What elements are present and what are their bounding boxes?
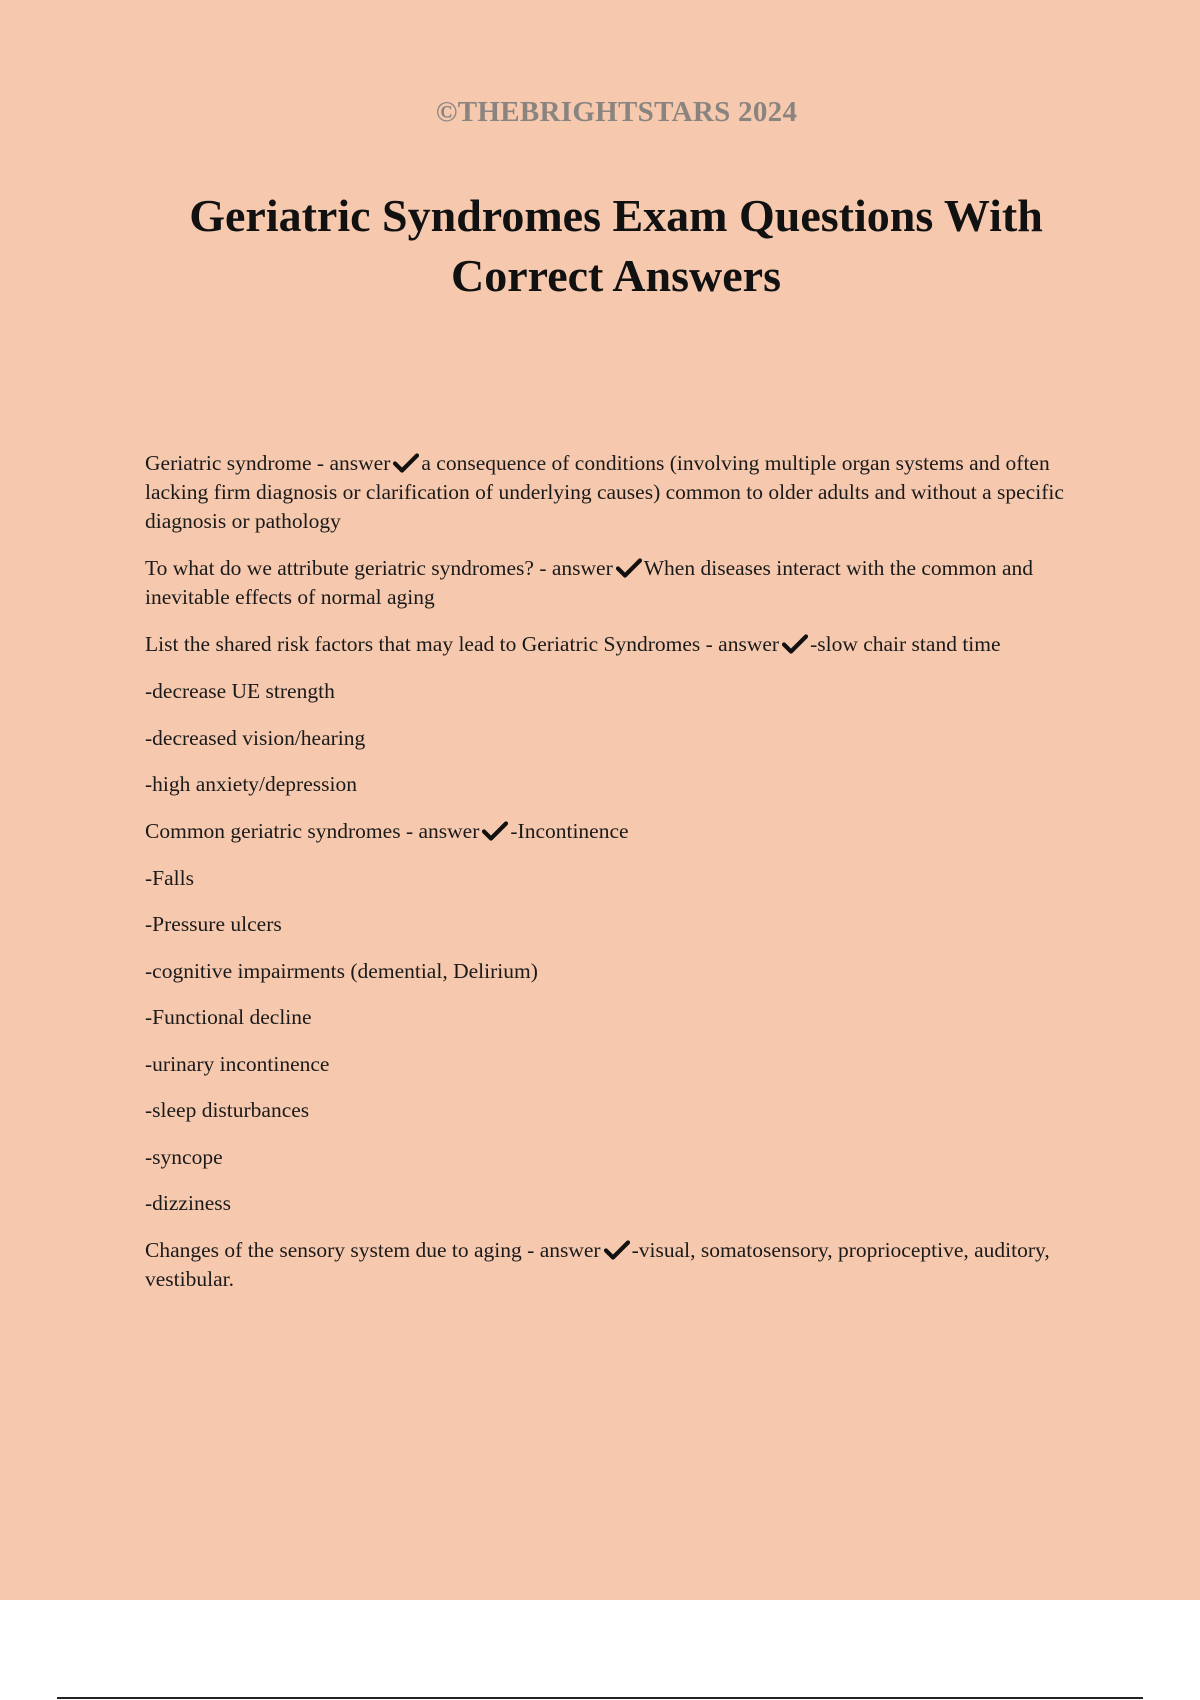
list-item: -decrease UE strength xyxy=(145,679,335,703)
list-item: -Falls xyxy=(145,865,194,890)
check-icon xyxy=(604,1240,630,1260)
answer-text: -Incontinence xyxy=(510,818,629,843)
list-item: -syncope xyxy=(145,1144,223,1169)
question-text: To what do we attribute geriatric syndromes? - answer xyxy=(145,556,613,580)
answer-text: a consequence of conditions (involving multiple organ systems and often lacking firm diagnosis or clarification of underlying causes) common to older adults and without a specific diagnosis or pathology xyxy=(145,451,1064,533)
list-item: -urinary incontinence xyxy=(145,1051,330,1076)
qa-entry-1 xyxy=(145,449,1075,536)
qa-entry-5 xyxy=(145,1236,1075,1294)
page-title: Geriatric Syndromes Exam Questions With Correct Answers xyxy=(189,190,1043,301)
list-item: -high anxiety/depression xyxy=(145,772,357,796)
answer-text: -slow chair stand time xyxy=(810,632,1001,656)
watermark: ©THEBRIGHTSTARS 2024 xyxy=(435,96,798,128)
check-icon xyxy=(482,821,508,841)
list-item: -dizziness xyxy=(145,1191,231,1215)
qa-entry-2 xyxy=(145,554,1075,612)
qa-entry-3 xyxy=(145,630,1075,659)
footer-divider xyxy=(57,1697,1143,1699)
question-text: Geriatric syndrome - answer xyxy=(145,451,391,475)
check-icon xyxy=(616,558,642,578)
answer-text: -visual, somatosensory, proprioceptive, auditory, vestibular. xyxy=(145,1237,1050,1291)
list-item: -cognitive impairments (demential, Delirium) xyxy=(145,958,538,983)
check-icon xyxy=(393,453,419,473)
list-item: -decreased vision/hearing xyxy=(145,725,366,750)
question-text: Common geriatric syndromes - answer xyxy=(145,818,480,843)
list-item: -sleep disturbances xyxy=(145,1098,310,1122)
check-icon xyxy=(782,634,808,654)
question-text: List the shared risk factors that may lead to Geriatric Syndromes - answer xyxy=(145,632,780,656)
qa-content xyxy=(145,449,1075,1312)
list-item: -Functional decline xyxy=(145,1005,312,1029)
list-item: -Pressure ulcers xyxy=(145,912,282,936)
qa-entry-4 xyxy=(145,817,1075,846)
question-text: Changes of the sensory system due to aging - answer xyxy=(145,1237,601,1262)
answer-text: When diseases interact with the common and inevitable effects of normal aging xyxy=(145,556,1034,609)
